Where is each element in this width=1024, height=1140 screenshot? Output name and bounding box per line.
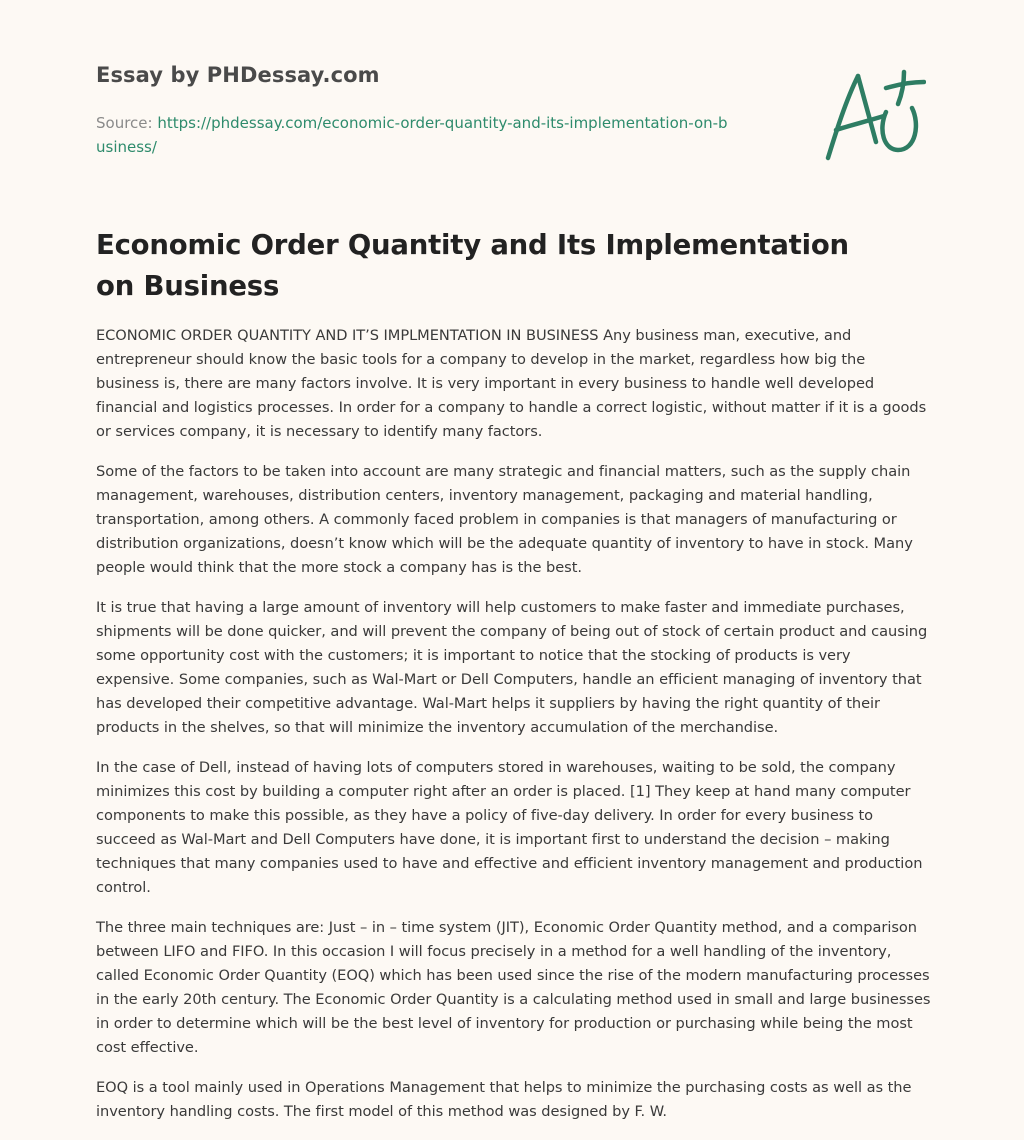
essay-paragraph: Some of the factors to be taken into account are many strategic and financial matters, such as the supply chain management, warehouses, distribution centers, inventory management, packaging and material handling, transportation, among others. A commonly faced problem in companies is that managers of manufacturing or distribution organizations, doesn’t know which will be the adequate quantity of inventory to have in stock. Many people would think that the more stock a company has is the best. [96, 463, 913, 576]
essay-paragraph: ECONOMIC ORDER QUANTITY AND IT’S IMPLMENTATION IN BUSINESS Any business man, executive, and entrepreneur should know the basic tools for a company to develop in the market, regardless how big the business is, there are many factors involve. It is very important in every business to handle well developed financial and logistics processes. In order for a company to handle a correct logistic, without matter if it is a goods or services company, it is necessary to identify many factors. [96, 327, 927, 440]
essay-paragraph: It is true that having a large amount of inventory will help customers to make faster and immediate purchases, shipments will be done quicker, and will prevent the company of being out of stock of certain product and causing some opportunity cost with the customers; it is important to notice that the stocking of products is very expensive. Some companies, such as Wal-Mart or Dell Computers, handle an efficient managing of inventory that has developed their competitive advantage. Wal-Mart helps it suppliers by having the right quantity of their products in the shelves, so that will minimize the inventory accumulation of the merchandise. [96, 599, 928, 736]
essay-paragraph: EOQ is a tool mainly used in Operations Management that helps to minimize the purchasing costs as well as the inventory handling costs. The first model of this method was designed by F. W. [96, 1079, 912, 1120]
a-plus-logo-icon [824, 68, 926, 164]
source-label: Source: [96, 114, 158, 132]
source-line [96, 111, 736, 159]
essay-paragraph: The three main techniques are: Just – in – time system (JIT), Economic Order Quantity method, and a comparison between LIFO and FIFO. In this occasion I will focus precisely in a method for a well handling of the inventory, called Economic Order Quantity (EOQ) which has been used since the rise of the modern manufacturing processes in the early 20th century. The Economic Order Quantity is a calculating method used in small and large businesses in order to determine which will be the best level of inventory for production or purchasing while being the most cost effective. [96, 919, 931, 1056]
site-brand: Essay by PHDessay.com [96, 63, 380, 87]
essay-body [96, 324, 932, 1140]
source-link[interactable]: https://phdessay.com/economic-order-quantity-and-its-implementation-on-business/ [96, 114, 728, 156]
essay-paragraph: In the case of Dell, instead of having lots of computers stored in warehouses, waiting to be sold, the company minimizes this cost by building a computer right after an order is placed. [1] They keep at hand many computer components to make this possible, as they have a policy of five-day delivery. In order for every business to succeed as Wal-Mart and Dell Computers have done, it is important first to understand the decision – making techniques that many companies used to have and effective and efficient inventory management and production control. [96, 759, 923, 896]
essay-title: Economic Order Quantity and Its Implementation on Business [96, 229, 849, 302]
